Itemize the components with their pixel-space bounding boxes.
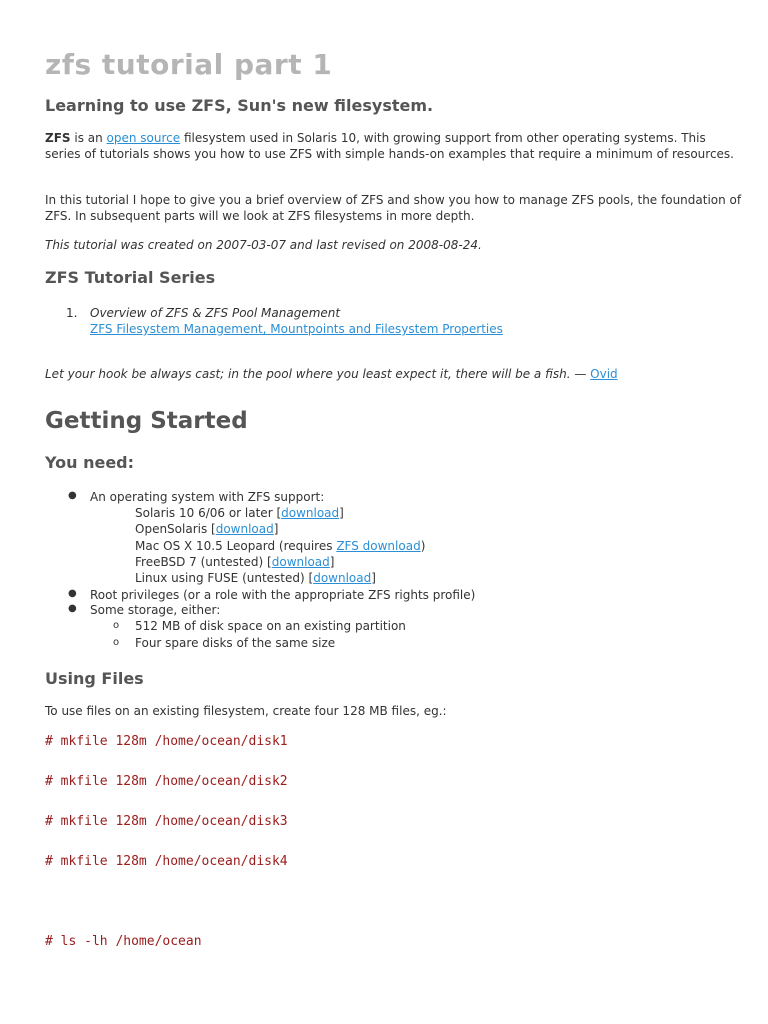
req-root: Root privileges (or a role with the appropriate ZFS rights profile) [90,588,476,602]
list-item [135,570,376,586]
overview-paragraph: In this tutorial I hope to give you a brief overview of ZFS and show you how to manage ZFS pools, the foundation of ZFS. In subsequent parts will we look at ZFS filesystems in more depth. [45,193,742,223]
download-link-linux[interactable]: download [313,571,372,585]
quote [45,366,745,382]
download-link-macos[interactable]: ZFS download [336,539,421,553]
os-after: ] [329,555,335,569]
series-list [66,305,503,337]
list-item [113,618,406,634]
os-after: ] [273,522,279,536]
command-line: # mkfile 128m /home/ocean/disk2 [45,774,288,789]
series-item-link[interactable]: ZFS Filesystem Management, Mountpoints and Filesystem Properties [90,322,503,336]
os-text: FreeBSD 7 (untested) [ [135,555,272,569]
intro-text-a: is an [70,131,107,145]
req-storage: Some storage, either: [90,603,221,617]
page-title: zfs tutorial part 1 [45,48,333,81]
list-item [68,602,221,618]
os-after: ) [420,539,426,553]
quote-text: Let your hook be always cast; in the pool where you least expect it, there will be a fish. — [45,367,591,381]
zfs-bold: ZFS [45,131,71,145]
list-number: 1. [66,306,78,320]
bullet-icon: ● [68,588,77,599]
intro-paragraph [45,130,745,162]
using-files-heading: Using Files [45,669,144,688]
list-item [135,554,334,570]
command-line: # mkfile 128m /home/ocean/disk1 [45,734,288,749]
circle-bullet-icon: o [113,620,120,631]
command-line: # mkfile 128m /home/ocean/disk3 [45,814,288,829]
os-text: Mac OS X 10.5 Leopard (requires [135,539,337,553]
you-need-heading: You need: [45,453,135,472]
os-after: ] [339,506,344,520]
list-item [135,521,278,537]
list-item [135,505,344,521]
open-source-link[interactable]: open source [106,131,181,145]
list-item [68,489,325,505]
list-item [68,587,476,603]
os-text: Solaris 10 6/06 or later [ [135,506,282,520]
bullet-icon: ● [68,490,77,501]
bullet-icon: ● [68,603,77,614]
list-item [66,305,503,337]
series-heading: ZFS Tutorial Series [45,268,216,287]
list-item [135,538,425,554]
intro-text-b: filesystem used in Solaris 10, with growing support from other operating systems. This series of tutorials shows you how to use ZFS with simple hands-on examples that require a minimum of resources. [45,131,734,161]
series-item-current: Overview of ZFS & ZFS Pool Management [90,306,341,320]
ovid-link[interactable]: Ovid [590,367,618,381]
command-line: # ls -lh /home/ocean [45,934,202,949]
req-os: An operating system with ZFS support: [90,490,325,504]
os-text: OpenSolaris [ [135,522,216,536]
storage-option: 512 MB of disk space on an existing partition [135,619,406,633]
download-link-opensolaris[interactable]: download [215,522,274,536]
dates-paragraph: This tutorial was created on 2007-03-07 and last revised on 2008-08-24. [45,238,482,252]
download-link-solaris[interactable]: download [281,506,340,520]
getting-started-heading: Getting Started [45,408,248,434]
os-after: ] [371,571,376,585]
storage-option: Four spare disks of the same size [135,636,336,650]
page-subtitle: Learning to use ZFS, Sun's new filesystem. [45,96,434,115]
os-text: Linux using FUSE (untested) [ [135,571,314,585]
command-line: # mkfile 128m /home/ocean/disk4 [45,854,288,869]
circle-bullet-icon: o [113,637,120,648]
list-item [113,635,336,651]
download-link-freebsd[interactable]: download [271,555,330,569]
using-files-paragraph: To use files on an existing filesystem, create four 128 MB files, eg.: [45,704,447,718]
